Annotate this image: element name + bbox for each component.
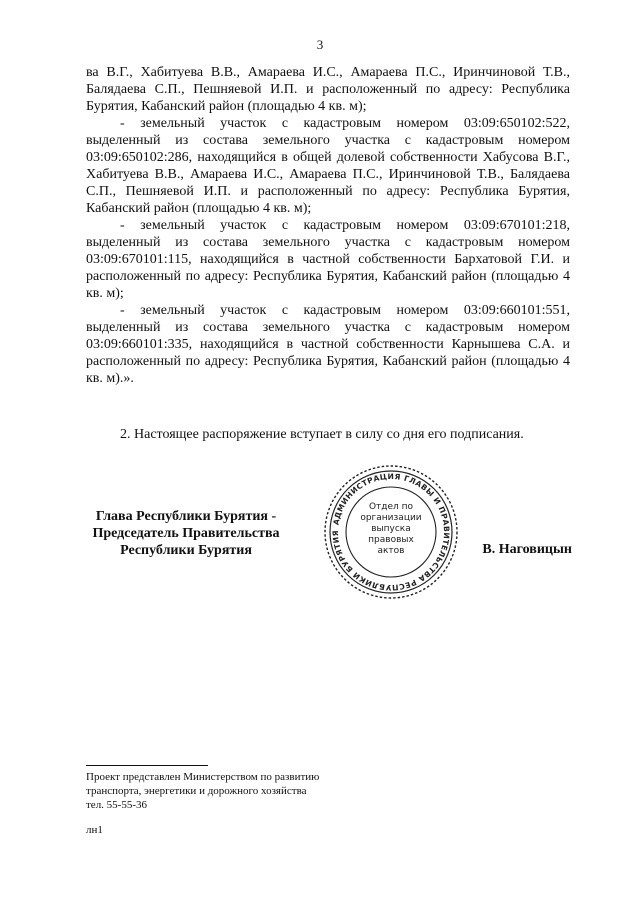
page-number: 3	[316, 37, 324, 52]
signatory-name: В. Наговицын	[482, 542, 572, 557]
signatory-title-line: Глава Республики Бурятия -	[95, 509, 277, 524]
signatory-title-line: Республики Бурятия	[120, 543, 252, 558]
footnote-rule	[86, 765, 208, 766]
stamp-center-line: правовых	[368, 535, 414, 545]
paragraph: - земельный участок с кадастровым номером 03:09:660101:551, выделенный из состава земельного участка с кадастровым номером 03:09:660101:335, находящийся в частной собственности Карнышева С.А. и расположенный по адресу: Республика Бурятия, Кабанский район (площадью 4 кв. м).».	[86, 303, 570, 386]
stamp-center-line: организации	[360, 513, 422, 523]
signatory-title	[66, 508, 306, 559]
official-stamp	[321, 462, 461, 602]
clause-2: 2. Настоящее распоряжение вступает в силу со дня его подписания.	[120, 427, 524, 442]
stamp-center-line: выпуска	[371, 524, 411, 534]
footnote	[86, 770, 319, 812]
footnote-line: тел. 55-55-36	[86, 799, 148, 811]
signatory-title-line: Председатель Правительства	[92, 526, 280, 541]
footnote-line: Проект представлен Министерством по развитию	[86, 771, 320, 783]
footnote-line: транспорта, энергетики и дорожного хозяйства	[86, 785, 307, 797]
paragraph: - земельный участок с кадастровым номером 03:09:650102:522, выделенный из состава земельного участка с кадастровым номером 03:09:650102:286, находящийся в общей долевой собственности Хабусова В.Г., Хабитуева В.В., Амараева И.С., Амараева П.С., Иринчиновой Т.В., Балядаева С.П., Пешняевой И.П. и расположенный по адресу: Республика Бурятия, Кабанский район (площадью 4 кв. м);	[86, 116, 570, 216]
stamp-ring-text: АДМИНИСТРАЦИЯ ГЛАВЫ И ПРАВИТЕЛЬСТВА РЕСПУБЛИКИ БУРЯТИЯ	[330, 471, 452, 593]
stamp-center-line: Отдел по	[368, 502, 414, 512]
paragraph: - земельный участок с кадастровым номером 03:09:670101:218, выделенный из состава земельного участка с кадастровым номером 03:09:670101:115, находящийся в частной собственности Бархатовой Г.И. и расположенный по адресу: Республика Бурятия, Кабанский район (площадью 4 кв. м);	[86, 218, 570, 301]
document-code: лн1	[86, 824, 103, 836]
stamp-center-line: актов	[377, 546, 405, 556]
paragraph: ва В.Г., Хабитуева В.В., Амараева И.С., Амараева П.С., Иринчиновой Т.В., Балядаева С.П., Пешняевой И.П. и расположенный по адресу: Республика Бурятия, Кабанский район (площадью 4 кв. м);	[86, 65, 570, 114]
body-text	[86, 64, 570, 387]
